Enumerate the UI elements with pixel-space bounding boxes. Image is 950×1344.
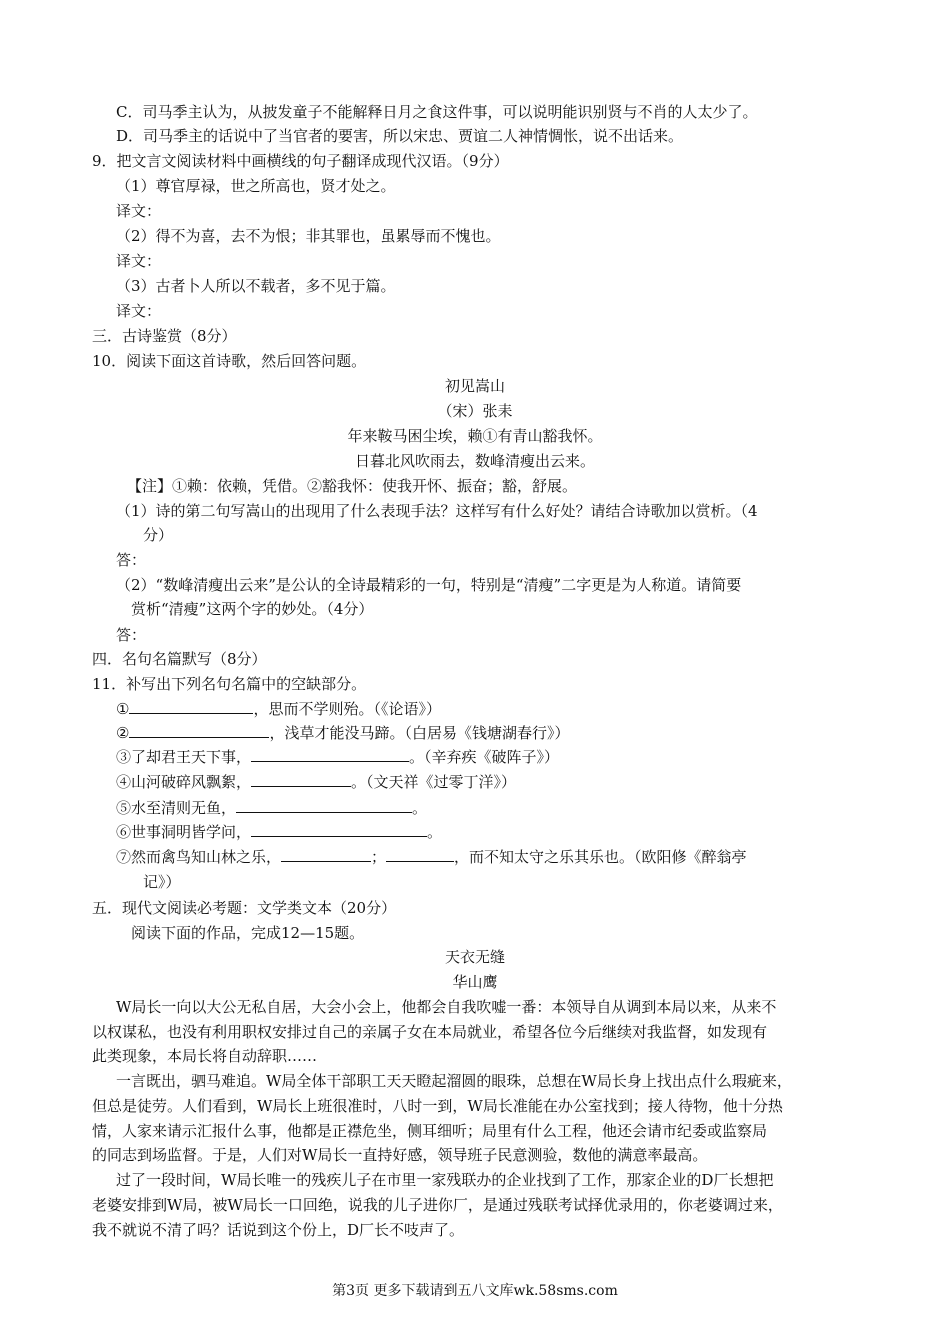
poem-line-2: 日暮北风吹雨去，数峰清瘦出云来。 — [354, 452, 595, 470]
q10-answer-label-2: 答： — [116, 626, 147, 644]
q9-translation-label-3: 译文： — [116, 302, 162, 320]
blank-2[interactable] — [129, 723, 269, 738]
para3-line1: 过了一段时间，W局长唯一的残疾儿子在市里一家残联办的企业找到了工作，那家企业的D厂长想把 — [116, 1171, 774, 1189]
para1-line2: 以权谋私，也没有利用职权安排过自己的亲属子女在本局就业，希望各位今后继续对我监督，如发现有 — [92, 1023, 768, 1041]
q10-sub2-line2: 赏析“清瘦”这两个字的妙处。（4分） — [131, 600, 374, 618]
para1-line1: W局长一向以大公无私自居，大会小会上，他都会自我吹嘘一番：本领导自从调到本局以来，从来不 — [116, 998, 777, 1016]
q11-item-1: ① ，思而不学则殆。（《论语》） — [116, 700, 441, 718]
page-footer: 第3页 更多下载请到五八文库wk.58sms.com — [332, 1283, 618, 1299]
q11-item-7-cont: 记》） — [143, 873, 181, 891]
q11-item-4: ④山河破碎风飘絮， 。（文天祥《过零丁洋》） — [116, 773, 517, 791]
q10-answer-label-1: 答： — [116, 551, 147, 569]
q9-stem: 9．把文言文阅读材料中画横线的句子翻译成现代汉语。（9分） — [92, 152, 509, 170]
q10-sub2-line1: （2）“数峰清瘦出云来”是公认的全诗最精彩的一句，特别是“清瘦”二字更是为人称道。请简要 — [116, 576, 742, 594]
q9-sentence-2: （2）得不为喜，去不为恨；非其罪也，虽累辱而不愧也。 — [116, 227, 501, 245]
blank-5[interactable] — [236, 798, 412, 813]
q10-sub1-line2: 分） — [143, 526, 174, 544]
section-5-title: 五．现代文阅读必考题：文学类文本（20分） — [92, 899, 397, 917]
q9-translation-label-2: 译文： — [116, 252, 162, 270]
q8-option-d: D．司马季主的话说中了当官者的要害，所以宋忠、贾谊二人神情惆怅，说不出话来。 — [116, 127, 684, 145]
blank-6[interactable] — [251, 822, 427, 837]
blank-3[interactable] — [251, 747, 409, 762]
para3-line2: 老婆安排到W局，被W局长一口回绝，说我的儿子进你厂，是通过残联考试择优录用的，你老婆调过来， — [92, 1196, 783, 1214]
poem-author: （宋）张耒 — [437, 402, 513, 420]
section-4-title: 四．名句名篇默写（8分） — [92, 650, 267, 668]
para2-line3: 情，人家来请示汇报什么事，他都是正襟危坐，侧耳细听；局里有什么工程，他还会请市纪委或监察局 — [92, 1122, 768, 1140]
poem-line-1: 年来鞍马困尘埃，赖①有青山豁我怀。 — [347, 427, 603, 445]
q11-item-5: ⑤水至清则无鱼， 。 — [116, 799, 428, 817]
q9-translation-label-1: 译文： — [116, 202, 162, 220]
para1-line3: 此类现象，本局长将自动辞职…… — [92, 1047, 318, 1065]
section-5-intro: 阅读下面的作品，完成12—15题。 — [131, 924, 365, 942]
q10-stem: 10．阅读下面这首诗歌，然后回答问题。 — [92, 352, 367, 370]
poem-note: 【注】①赖：依赖，凭借。②豁我怀：使我开怀、振奋；豁，舒展。 — [127, 477, 578, 495]
q11-item-3: ③了却君王天下事， 。（辛弃疾《破阵子》） — [116, 748, 560, 766]
q10-sub1-line1: （1）诗的第二句写嵩山的出现用了什么表现手法？这样写有什么好处？请结合诗歌加以赏析。（4 — [116, 502, 758, 520]
q9-sentence-1: （1）尊官厚禄，世之所高也，贤才处之。 — [116, 177, 396, 195]
story-author: 华山鹰 — [452, 973, 498, 991]
q11-item-2: ② ，浅草才能没马蹄。（白居易《钱塘湖春行》） — [116, 724, 570, 742]
poem-title: 初见嵩山 — [444, 377, 505, 395]
blank-1[interactable] — [129, 699, 253, 714]
para2-line2: 但总是徒劳。人们看到，W局长上班很准时，八时一到，W局长准能在办公室找到；接人待物，他十分热 — [92, 1097, 783, 1115]
para2-line4: 的同志到场监督。于是，人们对W局长一直持好感，领导班子民意测验，数他的满意率最高。 — [92, 1146, 708, 1164]
blank-7b[interactable] — [386, 847, 454, 862]
story-title: 天衣无缝 — [444, 948, 505, 966]
q11-stem: 11．补写出下列名句名篇中的空缺部分。 — [92, 675, 367, 693]
section-3-title: 三．古诗鉴赏（8分） — [92, 327, 237, 345]
q8-option-c: C．司马季主认为，从披发童子不能解释日月之食这件事，可以说明能识别贤与不肖的人太少了。 — [116, 103, 758, 121]
q11-item-7: ⑦然而禽鸟知山林之乐， ； ，而不知太守之乐其乐也。（欧阳修《醉翁亭 — [116, 848, 747, 866]
para3-line3: 我不就说不清了吗？话说到这个份上，D厂长不吱声了。 — [92, 1221, 465, 1239]
para2-line1: 一言既出，驷马难追。W局全体干部职工天天瞪起溜圆的眼珠，总想在W局长身上找出点什么瑕疵来， — [116, 1072, 792, 1090]
blank-4[interactable] — [251, 772, 351, 787]
q9-sentence-3: （3）古者卜人所以不载者，多不见于篇。 — [116, 277, 396, 295]
blank-7a[interactable] — [281, 847, 371, 862]
q11-item-6: ⑥世事洞明皆学问， 。 — [116, 823, 443, 841]
